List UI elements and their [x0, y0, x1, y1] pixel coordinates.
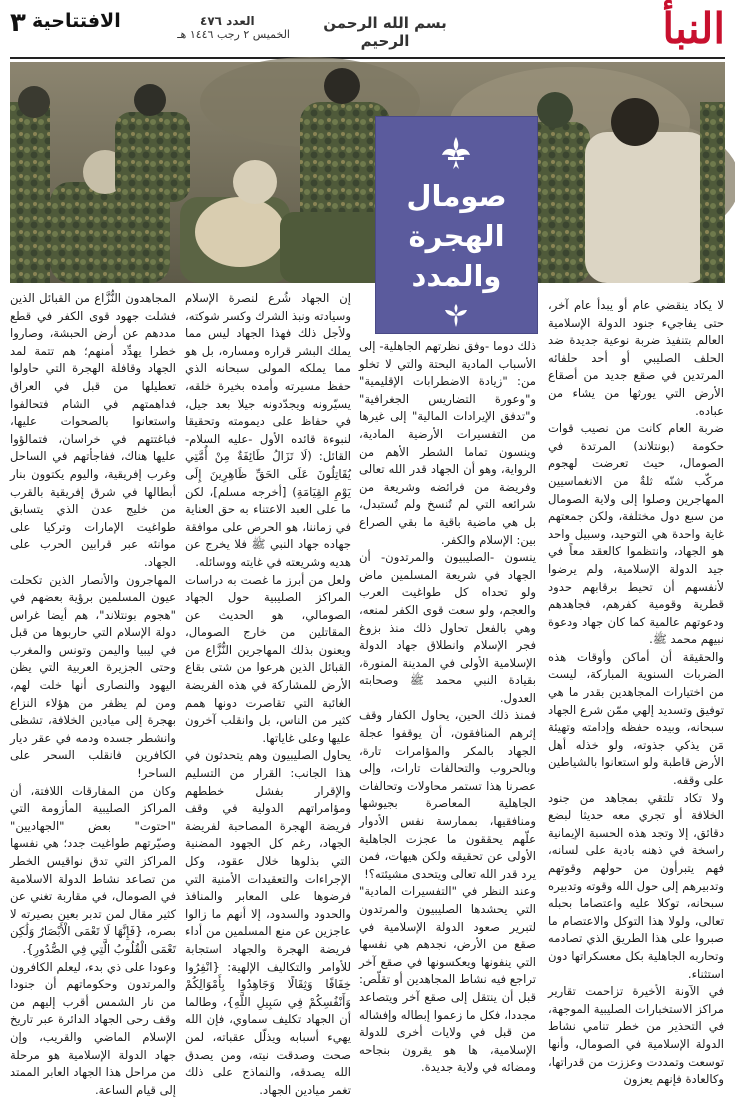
paragraph: وعودا على ذي بدء، ليعلم الكافرون والمرتدون وحكوماتهم أن جنودا من نار الشمس أقرب إليهم من وقف رحى الجهاد الدائرة عبر تاريخ الإسلام الماضي والقريب، وإن جهاد الدولة الإسلامية هو مرحلة من مراحل هذا الجهاد العابر الممتد إلى قيام الساعة.	[10, 959, 176, 1097]
article-column-4	[10, 290, 176, 1097]
article-title-line-1: صومال	[406, 179, 507, 213]
article-column-3	[185, 290, 351, 1097]
issue-number: العدد ٤٧٦	[200, 14, 255, 28]
article-title-line-2: الهجرة	[408, 219, 505, 253]
fleur-ornament-small-icon	[442, 303, 470, 329]
article-column-2	[359, 338, 536, 1075]
paragraph: المجاهدون النُّزَّاع من القبائل الذين فشلت جهود قوى الكفر في قطع مددهم عن أرض الحبشة، وصاروا خطرا يهدِّد أمنهم؛ هم تتمة لمد الجهاد وقافلة الهجرة التي حاولوا تعطيلها من قبل في العراق فداهمتهم في الشام فتحالفوا واستعانوا بالصحوات عليها، فباغتتهم في خراسان، فتمالؤوا عليها هناك، ففاجأتهم في الساحل وغرب إفريقية، واليوم يكتوون بنار أبطالها في شرق إفريقية بالقرب من خليج عدن الذي يتسابق طواغيت الإمارات وتركيا على موانئه عبر قرابين الحرب على الجهاد.	[10, 291, 176, 569]
paragraph: وكان من المفارقات اللافتة، أن المراكز الصليبية المأزومة التي "احتوت" بعض "الجهاديين" وصيّرتهم طواغيت جدد؛ هي نفسها المراكز التي تدق نواقيس الخطر من تصاعد نشاط الدولة الاسلامية في الصومال، في مقاربة تغني عن كثير مقال لمن تدبر بعين بصيرته لا بصره، {فَإِنَّهَا لَا تَعْمَى الْأَبْصَارُ وَلَٰكِن تَعْمَى الْقُلُوبُ الَّتِي فِي الصُّدُورِ}.	[10, 783, 176, 956]
page-header	[0, 0, 735, 60]
paragraph: إن الجهاد شُرع لنصرة الإسلام وسيادته ونبذ الشرك وكسر شوكته، ولأجل ذلك فهذا الجهاد ليس مما يملك البشر قراره ومساره، بل هو مما يملكه المولى سبحانه الذي حفظ مسيرته وأمده بخيرة خلقه، يسيّرونه ويجدّدونه جيلا بعد جيل، في حفاظ على ديمومته وتحقيقا لنبوءة قائده الأول -عليه السلام- القائل: (لَا تَزَالُ طَائِفَةٌ مِنْ أُمَّتِي يُقَاتِلُونَ عَلَى الحَقِّ ظَاهِرِينَ إِلَى يَوْمِ القِيَامَةِ) [أخرجه مسلم]، لكن ما على العبد الاعتناء به حق العناية في زماننا، هو الحرص على موافقة جهاده جهاد النبي ﷺ فلا يخرج عن هديه وشريعته في غايته ووسائله.	[185, 291, 351, 569]
paragraph: ولا تكاد تلتقي بمجاهد من جنود الخلافة أو تجري معه حديثا لبضع دقائق، إلا وتجد هذه الحسبة الإيمانية راسخة في ذهنه بادية على لسانه، فهم يتبرأون من حولهم وقوتهم وتدبيرهم إلى حول الله وقوته وتدبيره سبحانه، توكلا عليه واعتصاما بحبله تعالى، ولولا هذا التوكل والاعتصام ما صبروا على هذا الطريق الذي تصادمه وتحاربه الجاهلية بكل معسكراتها دون استثناء.	[548, 790, 724, 981]
paragraph: في الآونة الأخيرة تزاحمت تقارير مراكز الاستخبارات الصليبية الموجهة، في التحذير من خطر تنامي نشاط الدولة الإسلامية في الصومال، وأنها توسعت وتمددت وعززت من قدراتها، وكالعادة فإنهم يعزون	[548, 984, 724, 1087]
paragraph: لا يكاد ينقضي عام أو يبدأ عام آخر، حتى يفاجيء جنود الدولة الإسلامية العالم بتنفيذ ضربة نوعية جديدة ضد الحلف الصليبي أو أحد حلفائه المرتدين في صقع جديد من أصقاع الأرض التي يورثها من يشاء من عباده.	[548, 298, 724, 418]
paragraph: فمنذ ذلك الحين، يحاول الكفار وقف إثرهم المنافقون، أن يوقفوا عجلة الجهاد بالمكر والمؤامرات تارة، وبالحروب والتحالفات تارات، وإلى عصرنا هذا تستمر محاولات وتحالفات الجاهلية المعاصرة بجيوشها ومنافقيها، بممارسة نفس الأدوار علّهم يحققون ما عجزت الجاهلية الأولى عن تحقيقه ولكن هيهات، فمن يرد قدر الله تعالى ويتحدى مشيئته؟!	[359, 708, 536, 881]
hero-photo	[10, 62, 725, 283]
paragraph: ذلك دوما -وفق نظرتهم الجاهلية- إلى الأسباب المادية البحتة والتي لا تخلو من: "زيادة الاضطرابات الإقليمية" و"وعورة التضاريس الجغرافية" و"تدفق الإيرادات المالية" إلى غيرها من التفسيرات الأرضية المادية، وينسون تماما الشطر الأهم من الرواية، وهو أن الجهاد قدر الله تعالى وفريضة من فرائضه وشريعة من شرائعه التي لم تُنسخ ولم تُستبدل، بل هي ماضية باقية ما بقي الصراع بين: الإسلام والكفر.	[359, 339, 536, 547]
fighters-photo-illustration	[10, 62, 725, 283]
paragraph: ينسون -الصليبيون والمرتدون- أن الجهاد في شريعة المسلمين ماض ولو تحداه كل طواغيت العرب والعجم، ولو سعت قوى الكفر لمنعه، وهي بالفعل تحاول ذلك منذ بزوغ فجر الإسلام وانطلاق جهاد الدولة الإسلامية الأولى في المدينة المنورة، بقيادة النبي محمد ﷺ وصحابته العدول.	[359, 550, 536, 705]
article-column-1	[548, 297, 724, 1087]
paragraph: ولعل من أبرز ما غصت به دراسات المراكز الصليبية حول الجهاد الصومالي، هو الحديث عن المقاتلين من خارج الصومال، ويعنون بذلك المهاجرين النُّزَّاع من القبائل الذين هرعوا من شتى بقاع الأرض للمشاركة في هذه الفريضة الغائبة التي تقاصرت دونها همم كثير من الناس، بل وانقلب آخرون عليها وعلى غاياتها.	[185, 572, 351, 745]
bismillah-heading: بسم الله الرحمن الرحيم	[323, 14, 447, 50]
paragraph: المهاجرون والأنصار الذين تكحلت عيون المسلمين برؤية بعضهم في "هجوم بونتلاند"، هم أيضا غراس دولة الإسلام التي حاربوها من قبل في ليبيا واليمن وتونس والمغرب وحتى الجزيرة العربية التي يظن اليهود والنصارى أنها خلت لهم، ومن لم يظفر من هؤلاء النزاع بهجرة إلى ميادين الخلافة، تشظى وانشطر جسده ودمه في عقر ديار الكافرين فانقلب السحر على الساحر!	[10, 572, 176, 781]
paragraph: والحقيقة أن أماكن وأوقات هذه الضربات السنوية المباركة، ليست من اختيارات المجاهدين بقدر ما هي توفيق وتسديد إلهي ممّن شرع الجهاد سبحانه، وبيده حفظه وإدامته وتهيئة مَن يذكي جذوته، ولو خذله أهل الأرض قاطبة ولو استعانوا بالشياطين على وقفه.	[548, 649, 724, 788]
issue-info	[177, 14, 290, 41]
section-title: الافتتاحية	[32, 10, 121, 32]
article-title-box	[375, 116, 538, 334]
paragraph: وعند النظر في "التفسيرات المادية" التي يحشدها الصليبيون والمرتدون لتبرير صعود الدولة الإسلامية في صقع من الأرض، نجدهم هي نفسها التي ينفونها ويعكسونها في صقع آخر تراجع فيه نشاط المجاهدين أو تقلّص: قبل أن ينتقل إلى صقع آخر ويتصاعد مجددا، فكل ما زعموا إبطاله وإفشاله من قبل في ولايات أخرى للدولة الإسلامية، ها هو يقرون بنجاحه ومضائه في ولاية جديدة.	[359, 884, 536, 1075]
paragraph: ضربة العام كانت من نصيب قوات حكومة (بونتلاند) المرتدة في الصومال، حيث تعرضت لهجوم مركّب شنّه ثلةٌ من الانغماسيين المهاجرين وصلوا إلى ولاية الصومال من سبع دول مختلفة، ولكن جمعتهم غاية واحدة هي التوحيد، وسبيل واحد هو الجهاد، وانتظموا كالعقد معاً في جيد الدولة الإسلامية، ولم يرضوا لأنفسهم أن تحيط برقابهم حدود قطرية وقومية كفرهم، فجاهدهم ودعوتهم عالمية كما كان جهاد ودعوة نبيهم محمد ﷺ.	[548, 421, 724, 647]
header-divider	[10, 57, 725, 59]
issue-date: الخميس ٢ رجب ١٤٤٦ هـ	[177, 28, 290, 41]
paragraph: يحاول الصليبيون وهم يتحدثون في هذا الجانب: القرار من التسليم والإقرار بفشل خططهم ومؤامراتهم الدولية في وقف فريضة الهجرة المصاحبة لفريضة الجهاد، رغم كل الجهود المضنية التي بذلوها خلال عقود، وكل الإجراءات والتعقيدات الأمنية التي فرضوها على المعابر والمنافذ والحدود والسدود، إلا أنهم ما زالوا عاجزين عن منع المسلمين من أداء فريضة الهجرة والجهاد استجابة للأوامر والتكاليف الإلهية: {انْفِرُوا خِفَافًا وَثِقَالًا وَجَاهِدُوا بِأَمْوَالِكُمْ وَأَنْفُسِكُمْ فِي سَبِيلِ اللَّهِ}، وطالما أن الجهاد تكليف سماوي، فإن الله يهيء أسبابه ويذلّل عقباته، لمن صحت وصدقت نيته، ومن يصدق الله يصدقه، والنماذج على ذلك تغمر ميادين الجهاد.	[185, 748, 351, 1097]
fleur-ornament-icon	[438, 135, 474, 171]
page-number: ٣	[10, 8, 26, 38]
newspaper-logo: النبأ	[662, 4, 725, 53]
article-title-line-3: والمدد	[411, 259, 502, 293]
